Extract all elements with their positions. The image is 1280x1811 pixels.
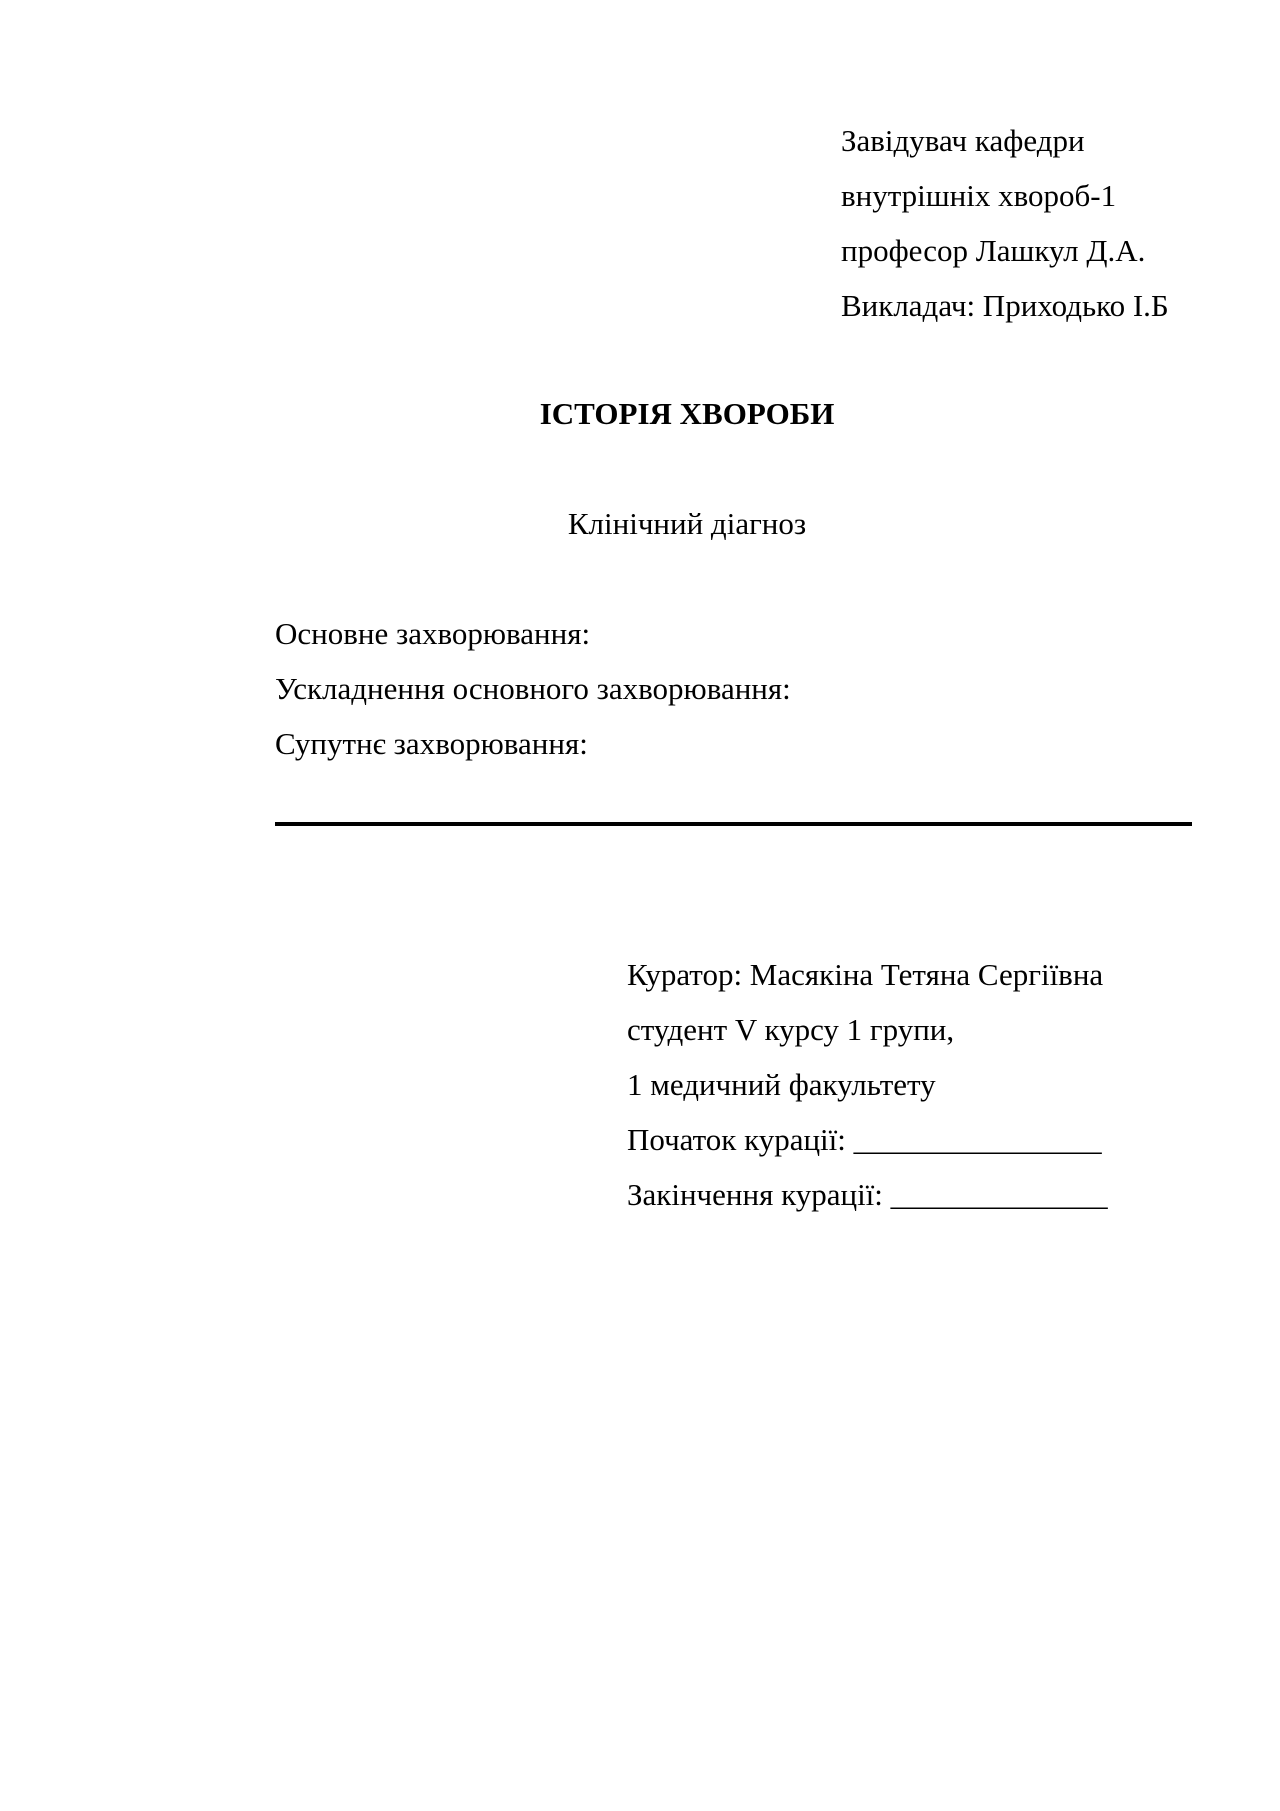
professor-line: професор Лашкул Д.А.	[841, 233, 1146, 268]
document-title: ІСТОРІЯ ХВОРОБИ	[539, 396, 835, 431]
curation-end-line: Закінчення курації: ______________	[627, 1177, 1108, 1212]
horizontal-divider	[275, 822, 1192, 826]
complication-label: Ускладнення основного захворювання:	[275, 671, 791, 706]
curation-start-line: Початок курації: ________________	[627, 1122, 1102, 1157]
department-head-line: Завідувач кафедри	[841, 123, 1085, 158]
faculty-line: 1 медичний факультету	[627, 1067, 936, 1102]
concomitant-disease-label: Супутнє захворювання:	[275, 726, 588, 761]
main-disease-label: Основне захворювання:	[275, 616, 591, 651]
student-course-line: студент V курсу 1 групи,	[627, 1012, 955, 1047]
teacher-line: Викладач: Приходько І.Б	[841, 288, 1169, 323]
curator-name-line: Куратор: Масякіна Тетяна Сергіївна	[627, 957, 1104, 992]
department-name-line: внутрішніх хвороб-1	[841, 178, 1117, 213]
clinical-diagnosis-heading: Клінічний діагноз	[567, 506, 807, 541]
